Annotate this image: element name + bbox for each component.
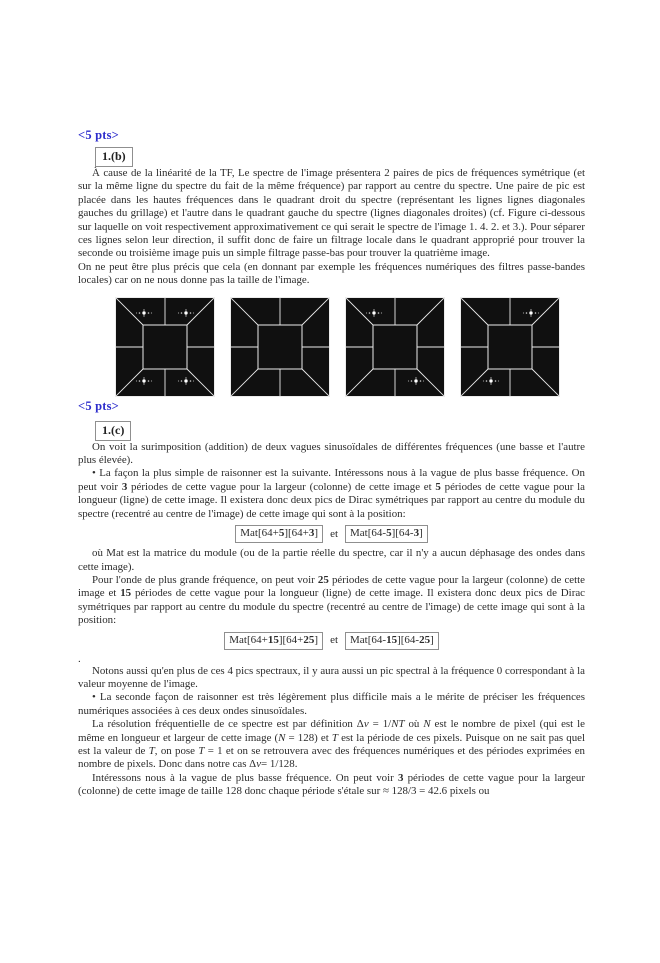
answer-label-1c: 1.(c)	[95, 421, 131, 441]
paragraph-b-2: On ne peut être plus précis que cela (en donnant par exemple les fréquences numériques des filtres passe-bandes locales) car on ne nous donne pas la taille de l'image.	[78, 260, 585, 287]
answer-label-wrap-c	[95, 421, 585, 441]
formula-row-high	[78, 632, 585, 650]
formula-et-label-2: et	[330, 634, 339, 647]
stray-period: .	[78, 652, 81, 665]
formula-row-low	[78, 525, 585, 543]
formula-box-low-positive: Mat[64+5][64+3]	[235, 525, 323, 543]
paragraph-c-bullet2: • La seconde façon de raisonner est très légèrement plus difficile mais a le mérite de préciser les fréquences numériques associées à ces deux ondes sinusoïdales.	[78, 691, 585, 717]
formula-et-label-1: et	[330, 527, 339, 540]
spectrum-image-2	[230, 297, 330, 397]
spectra-figure	[115, 297, 585, 397]
spectrum-image-4	[460, 297, 560, 397]
paragraph-c-intro: On voit la surimposition (addition) de deux vagues sinusoïdales de différentes fréquences (une basse et l'autre plus élevée).	[78, 440, 585, 467]
answer-label-wrap-b	[95, 147, 585, 167]
paragraph-c-notons: Notons aussi qu'en plus de ces 4 pics spectraux, il y aura aussi un pic spectral à la fréquence 0 correspondant à la valeur moyenne de l'image.	[78, 664, 585, 690]
paragraph-c-last: Intéressons nous à la vague de plus basse fréquence. On peut voir 3 périodes de cette vague pour la largeur (colonne) de cette image de taille 128 donc chaque période s'étale sur ≈ 128/3 = 42.6 pixels ou	[78, 771, 585, 798]
paragraph-c-bullet1: • La façon la plus simple de raisonner est la suivante. Intéressons nous à la vague de plus basse fréquence. On peut voir 3 périodes de cette vague pour la largeur (colonne) de cette image et 5 périodes de cette vague pour la longueur (ligne) de cette image. Il existera donc deux pics de Dirac symétriques par rapport au centre du module du spectre (recentré au centre de l'image) de cette image qui sont à la position:	[78, 467, 585, 520]
spectrum-image-1	[115, 297, 215, 397]
formula-box-high-positive: Mat[64+15][64+25]	[224, 632, 323, 650]
paragraph-b-1: À cause de la linéarité de la TF, Le spectre de l'image présentera 2 paires de pics de fréquences symétrique (et sur la même ligne du spectre du fait de la même fréquence) par rapport au centre du spectre. Une paire de pic est placée dans les hautes fréquences dans le quadrant droit du spectre (représentant les lignes lignes diagonales gauches du grillage) et l'autre dans le quadrant gauche du spectre (lignes diagonales droites) (cf. Figure ci-dessous sur laquelle on voit respectivement approximativement ce qui serait le spectre de l'image 1. 4. 2. et 3.). Pour séparer ces lignes selon leur direction, il suffit donc de faire un filtrage locale dans le quadrant approprié pour trouver la seconde ou troisième image puis un simple filtrage passe-bas pour trouver la quatrième image.	[78, 167, 585, 260]
formula-box-high-negative: Mat[64-15][64-25]	[345, 632, 439, 650]
paragraph-c-highfreq: Pour l'onde de plus grande fréquence, on peut voir 25 périodes de cette vague pour la largeur (colonne) de cette image et 15 périodes de cette vague pour la longueur (ligne) de cette image. Il existera donc deux pics de Dirac symétriques par rapport au centre du module du spectre (recentré au centre de l'image) de cette image qui sont à la position:	[78, 573, 585, 627]
points-badge-c: <5 pts>	[78, 398, 119, 413]
answer-label-1b: 1.(b)	[95, 147, 133, 167]
spectrum-image-3	[345, 297, 445, 397]
paragraph-c-resolution: La résolution fréquentielle de ce spectre est par définition Δν = 1/NT où N est le nombre de pixel (qui est le même en longueur et largeur de cette image (N = 128) et T est la période de ces pixels. Puisque on ne sait pas quel est la valeur de T, on pose T = 1 et on se retrouvera avec des fréquences numériques et des périodes exprimées en nombre de pixels. Donc dans notre cas Δν= 1/128.	[78, 718, 586, 771]
points-badge-b: <5 pts>	[78, 128, 119, 142]
paragraph-c-oumat: où Mat est la matrice du module (ou de la partie réelle du spectre, car il n'y a aucun déphasage des ondes dans cette image).	[78, 547, 585, 573]
text-column	[78, 0, 585, 799]
formula-box-low-negative: Mat[64-5][64-3]	[345, 525, 428, 543]
